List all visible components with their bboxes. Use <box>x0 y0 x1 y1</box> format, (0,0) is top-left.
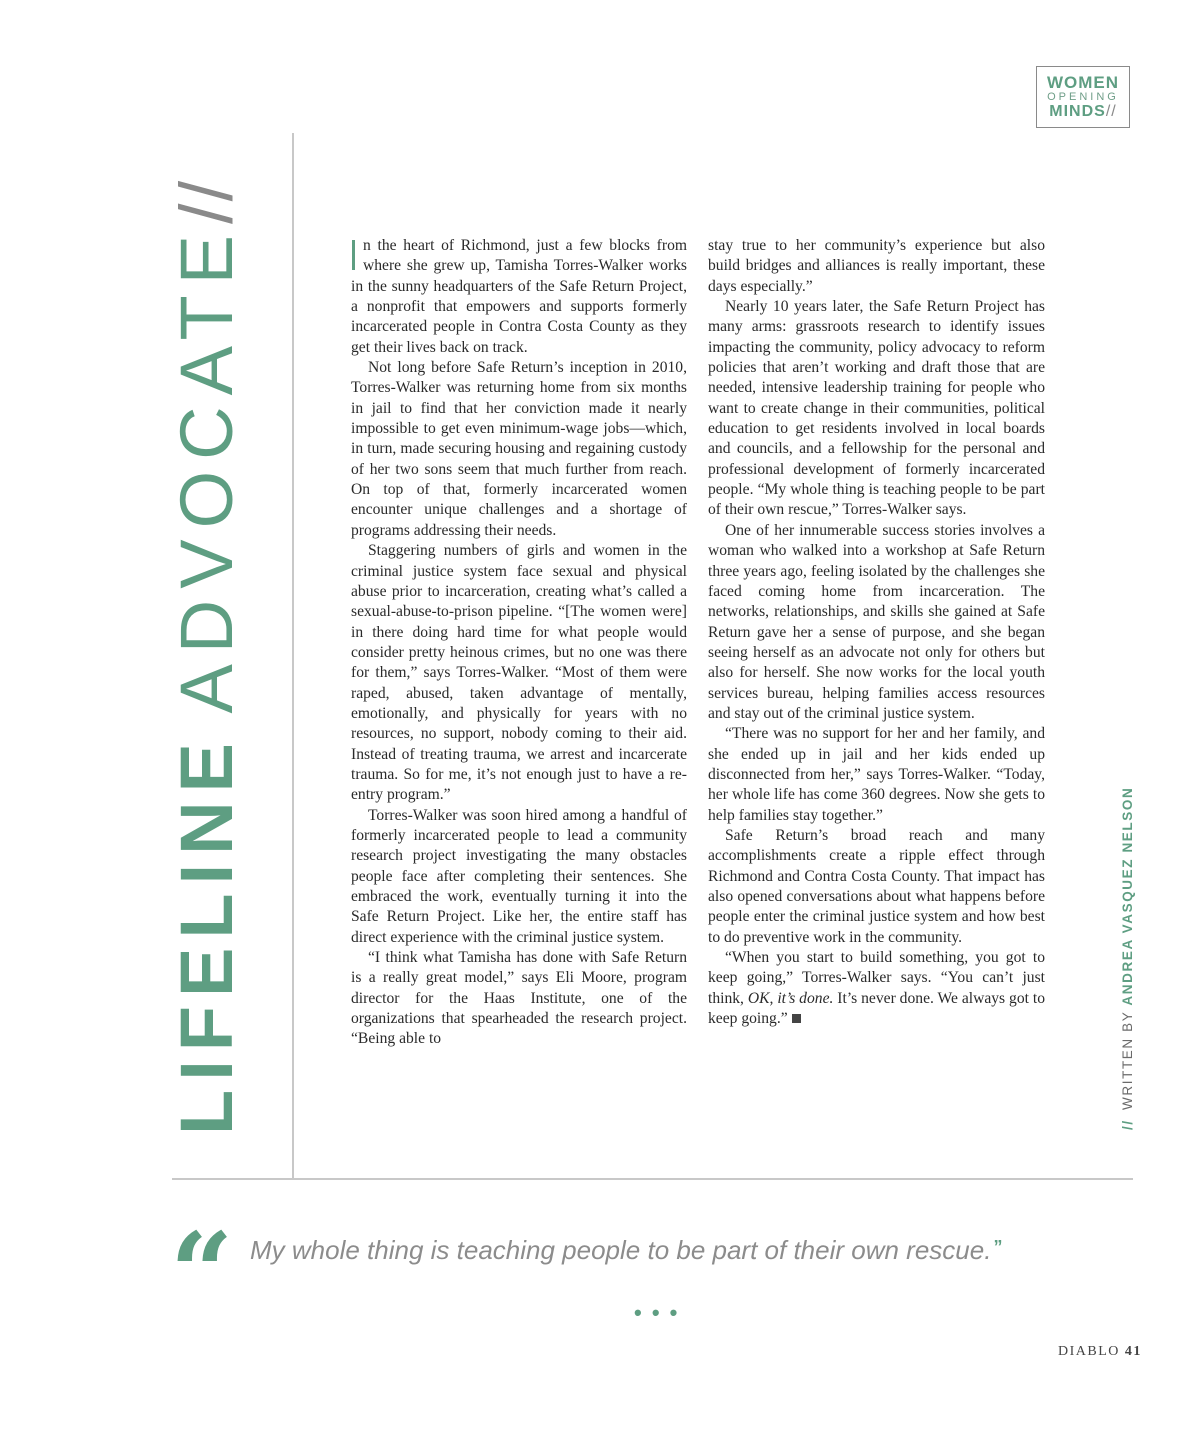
article-paragraph: Torres-Walker was soon hired among a handful of formerly incarcerated people to lead a community research project investigating the many obstacles people face after completing their sentences. She embraced the work, eventually turning it into the Safe Return Project. Like her, the entire staff has direct experience with the criminal justice system. <box>351 806 687 946</box>
article-final-paragraph: “When you start to build something, you got to keep going,” Torres-Walker says. “You can’t just think, OK, it’s done. It’s never done. We always got to keep going.” <box>708 949 1045 1028</box>
article-paragraph: n the heart of Richmond, just a few blocks from where she grew up, Tamisha Torres-Walker works in the sunny headquarters of the Safe Return Project, a nonprofit that empowers and supports formerly incarcerated people in Contra Costa County as they get their lives back on track. <box>351 237 687 356</box>
article-column-left <box>351 236 687 1050</box>
title-slashes: // <box>165 178 248 224</box>
close-quote-icon: ” <box>993 1237 1003 1257</box>
title-light-word: ADVOCATE <box>165 223 248 714</box>
article-paragraph: Not long before Safe Return’s inception in 2010, Torres-Walker was returning home from six months in jail to find that her conviction made it nearly impossible to get even minimum-wage jobs—which, in turn, made securing housing and regaining custody of her two sons seem that much further from reach. On top of that, formerly incarcerated women encounter unique challenges and a shortage of programs addressing their needs. <box>351 359 687 539</box>
article-paragraph: “I think what Tamisha has done with Safe Return is a really great model,” says Eli Moore, program director for the Haas Institute, one of the organizations that spearheaded the research project. “Being able to <box>351 949 687 1048</box>
article-paragraph: Safe Return’s broad reach and many accomplishments create a ripple effect through Richmond and Contra Costa County. That impact has also opened conversations about what happens before people enter the criminal justice system and how best to do preventive work in the community. <box>708 826 1045 946</box>
folio-magazine: DIABLO <box>1058 1344 1120 1359</box>
badge-minds-text: MINDS <box>1049 103 1106 120</box>
divider-dots: • • • <box>634 1300 680 1325</box>
article-paragraph: “There was no support for her and her family, and she ended up in jail and her kids ended up disconnected from her,” says Torres-Walker. “Today, her whole life has come 360 degrees. Now she gets to help families stay together.” <box>708 725 1045 824</box>
article-paragraph: One of her innumerable success stories involves a woman who walked into a workshop at Safe Return three years ago, feeling isolated by the challenges she faced coming home from incarceration. The networks, relationships, and skills she gained at Safe Return gave her a sense of purpose, and she began seeing herself as an advocate not only for others but also for herself. She now works for the local youth services bureau, helping families access resources and stay out of the criminal justice system. <box>708 521 1045 722</box>
article-paragraph: Nearly 10 years later, the Safe Return Project has many arms: grassroots research to identify issues impacting the community, policy advocacy to reform policies that aren’t working and draft those that are needed, intensive leadership training for people who want to create change in their communities, political education to get residents involved in local boards and councils, and a fellowship for the personal and professional development of formerly incarcerated people. “My whole thing is teaching people to be part of their own rescue,” Torres-Walker says. <box>708 298 1045 519</box>
byline-author: ANDREA VASQUEZ NELSON <box>1120 786 1135 1006</box>
byline-slashes: // <box>1120 1119 1135 1130</box>
vertical-divider <box>292 133 294 1179</box>
drop-cap-i <box>352 240 355 270</box>
article-column-right <box>708 236 1045 1029</box>
pull-quote-text: My whole thing is teaching people to be part of their own rescue. <box>250 1235 992 1265</box>
badge-line-opening: OPENING <box>1047 91 1119 103</box>
article-paragraph: Staggering numbers of girls and women in the criminal justice system face sexual and physical abuse prior to incarceration, creating what’s called a sexual-abuse-to-prison pipeline. “[The women were] in there doing hard time for what people would consider pretty heinous crimes, but no one was there for them,” says Torres-Walker. “Most of them were raped, abused, taken advantage of mentally, emotionally, and physically for years with no resources, no support, nobody coming to their aid. Instead of treating trauma, we arrest and incarcerate trauma. So for me, it’s not enough just to have a re-entry program.” <box>351 542 687 804</box>
women-opening-minds-badge <box>1036 66 1130 128</box>
horizontal-divider <box>172 1178 1133 1180</box>
article-paragraph: stay true to her community’s experience but also build bridges and alliances is really important, these days especially.” <box>708 237 1045 295</box>
end-mark-icon <box>792 1014 801 1023</box>
badge-line-minds <box>1037 103 1129 120</box>
italic-phrase: OK, it’s done. <box>747 989 834 1007</box>
title-bold-word: LIFELINE <box>165 734 248 1135</box>
byline-prefix: WRITTEN BY <box>1120 1010 1135 1110</box>
pull-quote <box>250 1230 1002 1267</box>
folio-page-number: 41 <box>1124 1344 1142 1359</box>
open-quote-icon: “ <box>170 1208 234 1337</box>
badge-line-women: WOMEN <box>1046 73 1120 92</box>
badge-slashes: // <box>1105 103 1117 120</box>
